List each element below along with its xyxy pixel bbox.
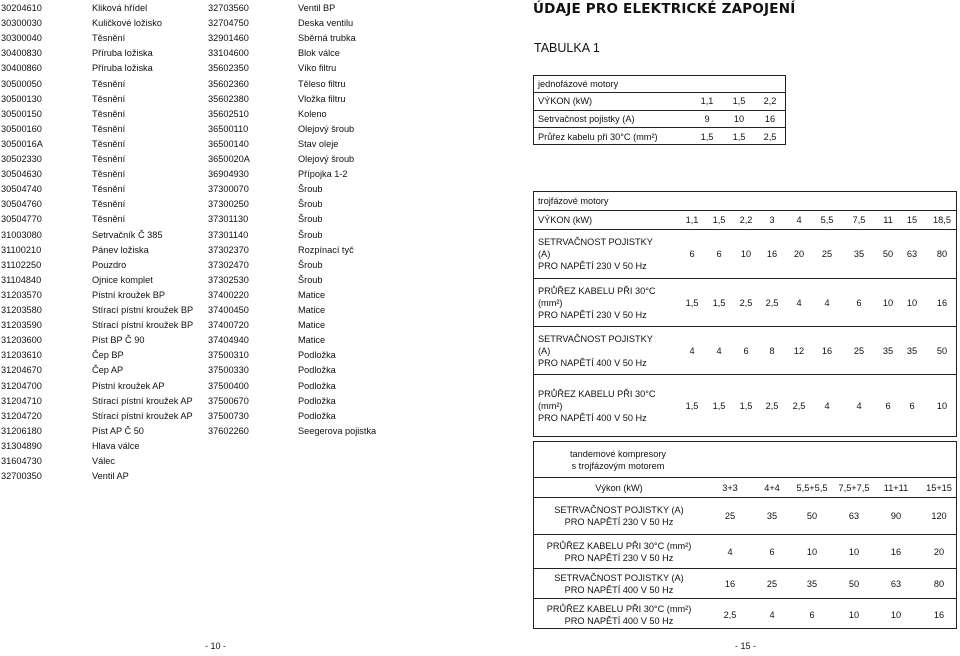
row-label bbox=[534, 599, 704, 630]
value-cell: 25 bbox=[766, 578, 778, 589]
part-name: Píst AP Č 50 bbox=[92, 425, 144, 436]
row-label bbox=[534, 498, 704, 534]
three-phase-row bbox=[534, 327, 956, 375]
tandem-title bbox=[534, 442, 702, 477]
value-cell: 16 bbox=[933, 609, 945, 620]
row-label-line: SETRVAČNOST POJISTKY bbox=[538, 333, 653, 344]
part-number: 3650020A bbox=[208, 154, 250, 164]
part-number: 31604730 bbox=[1, 456, 42, 466]
row-label-line: PRŮŘEZ KABELU PŘI 30°C (mm²) bbox=[546, 540, 692, 551]
part-number: 31204720 bbox=[1, 410, 42, 421]
value-cell: 10 bbox=[890, 609, 902, 620]
value-cell: 1,5 bbox=[685, 401, 699, 411]
row-label bbox=[538, 230, 653, 278]
value-cell: 35 bbox=[853, 249, 865, 259]
value-cell: 120 bbox=[931, 511, 947, 521]
part-number: 30400830 bbox=[1, 48, 42, 59]
part-number: 37302470 bbox=[208, 259, 249, 270]
row-label-line: (mm²) bbox=[538, 297, 563, 308]
row-label-line: Výkon (kW) bbox=[595, 482, 643, 493]
row-label-line: SETRVAČNOST POJISTKY (A) bbox=[554, 572, 684, 583]
value-cell: 11 bbox=[883, 215, 893, 225]
value-cell: 1,5 bbox=[712, 297, 726, 308]
row-label-line: PRO NAPĚTÍ 230 V 50 Hz bbox=[538, 309, 647, 320]
value-cell: 50 bbox=[806, 511, 818, 521]
value-cell: 9 bbox=[704, 113, 710, 124]
part-name: Olejový šroub bbox=[298, 123, 355, 134]
value-cell: 10 bbox=[740, 249, 752, 259]
value-cell: 50 bbox=[882, 249, 894, 259]
page-number-left: - 10 - bbox=[205, 641, 227, 651]
value-cell: 1,5 bbox=[685, 297, 699, 308]
row-label-line: PRO NAPĚTÍ 230 V 50 Hz bbox=[564, 517, 674, 527]
part-number: 31104840 bbox=[1, 274, 42, 285]
value-cell: 2,5 bbox=[765, 401, 779, 411]
part-number: 32700350 bbox=[1, 471, 42, 482]
value-cell: 16 bbox=[821, 345, 833, 356]
part-number: 31204700 bbox=[1, 380, 42, 391]
part-number: 31203570 bbox=[1, 289, 42, 300]
value-cell: 35 bbox=[906, 345, 918, 356]
value-cell: 16 bbox=[764, 113, 776, 124]
value-cell: 2,5 bbox=[763, 131, 777, 142]
value-cell: 35 bbox=[882, 345, 894, 356]
part-name: Těsnění bbox=[92, 108, 126, 119]
row-label: Setrvačnost pojistky (A) bbox=[538, 113, 635, 124]
row-label-line: PRO NAPĚTÍ 400 V 50 Hz bbox=[564, 615, 674, 626]
part-name: Ojnice komplet bbox=[92, 274, 153, 285]
part-number: 35602350 bbox=[208, 63, 249, 74]
three-phase-title: trojfázové motory bbox=[538, 196, 609, 206]
part-name: Šroub bbox=[298, 274, 323, 285]
value-cell: 15+15 bbox=[926, 482, 952, 493]
value-cell: 6 bbox=[909, 401, 915, 411]
value-cell: 25 bbox=[853, 345, 865, 356]
part-number: 37301140 bbox=[208, 229, 249, 240]
part-name: Vložka filtru bbox=[298, 93, 346, 104]
value-cell: 3 bbox=[769, 215, 775, 225]
tandem-row bbox=[534, 569, 956, 599]
page-heading: ÚDAJE PRO ELEKTRICKÉ ZAPOJENÍ bbox=[533, 1, 796, 17]
part-number: 31204710 bbox=[1, 395, 42, 406]
three-phase-table bbox=[533, 191, 957, 437]
part-name: Blok válce bbox=[298, 48, 340, 59]
part-number: 33104600 bbox=[208, 48, 249, 59]
part-number: 30400860 bbox=[1, 63, 42, 74]
value-cell: 7,5+7,5 bbox=[838, 482, 870, 493]
tandem-row bbox=[534, 535, 956, 569]
part-name: Matice bbox=[298, 289, 326, 300]
row-label-line: PRŮŘEZ KABELU PŘI 30°C bbox=[538, 389, 656, 399]
part-name: Podložka bbox=[298, 350, 336, 361]
value-cell: 5,5 bbox=[820, 215, 834, 225]
row-label-line: PRO NAPĚTÍ 230 V 50 Hz bbox=[538, 261, 647, 271]
part-name: Těsnění bbox=[92, 169, 126, 180]
part-number: 32704750 bbox=[208, 18, 249, 29]
value-cell: 90 bbox=[890, 511, 902, 521]
part-name: Olejový šroub bbox=[298, 154, 355, 164]
part-number: 30500130 bbox=[1, 93, 42, 104]
value-cell: 50 bbox=[848, 578, 860, 589]
part-name: Příruba ložiska bbox=[92, 63, 153, 74]
row-label-line: PRO NAPĚTÍ 400 V 50 Hz bbox=[538, 357, 647, 368]
row-label bbox=[538, 327, 653, 374]
part-name: Píst BP Č 90 bbox=[92, 335, 145, 346]
part-number: 3050016A bbox=[1, 138, 43, 149]
value-cell: 10 bbox=[848, 609, 860, 620]
value-cell: 25 bbox=[821, 249, 833, 259]
part-name: Deska ventilu bbox=[298, 18, 354, 29]
part-number: 30504630 bbox=[1, 169, 42, 180]
single-phase-row bbox=[534, 111, 785, 129]
table-title: TABULKA 1 bbox=[534, 41, 600, 55]
part-number: 30300030 bbox=[1, 18, 42, 29]
three-phase-row bbox=[534, 230, 956, 279]
part-number: 37302530 bbox=[208, 274, 249, 285]
value-cell: 1,5 bbox=[712, 401, 726, 411]
part-number: 31003080 bbox=[1, 229, 42, 240]
value-cell: 10 bbox=[733, 113, 745, 124]
tandem-table bbox=[533, 441, 957, 629]
part-number: 35602360 bbox=[208, 78, 249, 89]
value-cell: 2,5 bbox=[739, 297, 753, 308]
part-name: Rozpínací tyč bbox=[298, 244, 354, 255]
part-name: Pouzdro bbox=[92, 259, 127, 270]
part-name: Těsnění bbox=[92, 154, 126, 164]
part-name: Hlava válce bbox=[92, 440, 140, 451]
value-cell: 8 bbox=[769, 345, 775, 356]
tandem-title-row bbox=[534, 442, 956, 478]
tandem-row bbox=[534, 498, 956, 535]
value-cell: 2,2 bbox=[739, 215, 753, 225]
part-number: 37301130 bbox=[208, 214, 249, 225]
value-cell: 2,5 bbox=[765, 297, 779, 308]
tandem-row bbox=[534, 599, 956, 630]
part-number: 31100210 bbox=[1, 244, 42, 255]
part-number: 37500670 bbox=[208, 395, 249, 406]
three-phase-row bbox=[534, 375, 956, 437]
part-name: Podložka bbox=[298, 410, 336, 421]
part-name: Těsnění bbox=[92, 184, 126, 195]
row-label bbox=[538, 211, 592, 229]
part-number: 37500310 bbox=[208, 350, 249, 361]
value-cell: 16 bbox=[766, 249, 778, 259]
row-label-line: PRŮŘEZ KABELU PŘI 30°C (mm²) bbox=[546, 603, 692, 614]
part-number: 30500160 bbox=[1, 123, 42, 134]
part-number: 37300070 bbox=[208, 184, 249, 195]
part-number: 30300040 bbox=[1, 33, 42, 44]
part-name: Přípojka 1-2 bbox=[298, 169, 348, 180]
row-label: VÝKON (kW) bbox=[538, 96, 593, 107]
value-cell: 1,5 bbox=[732, 96, 746, 107]
part-number: 30502330 bbox=[1, 154, 42, 164]
row-label bbox=[534, 478, 704, 497]
row-label-line: PRO NAPĚTÍ 230 V 50 Hz bbox=[564, 552, 674, 563]
row-label bbox=[538, 279, 656, 326]
value-cell: 1,5 bbox=[700, 131, 714, 142]
value-cell: 16 bbox=[936, 297, 948, 308]
part-name: Seegerova pojistka bbox=[298, 425, 377, 436]
part-name: Ventil BP bbox=[298, 3, 336, 13]
value-cell: 6 bbox=[856, 297, 862, 308]
part-number: 37400220 bbox=[208, 289, 249, 300]
row-label bbox=[534, 535, 704, 568]
value-cell: 10 bbox=[936, 401, 948, 411]
value-cell: 1,1 bbox=[700, 96, 714, 107]
part-name: Šroub bbox=[298, 214, 323, 225]
part-name: Těsnění bbox=[92, 199, 126, 210]
value-cell: 6 bbox=[743, 345, 749, 356]
value-cell: 16 bbox=[890, 546, 902, 557]
single-phase-table bbox=[533, 75, 786, 145]
value-cell: 4 bbox=[716, 345, 722, 356]
value-cell: 7,5 bbox=[852, 215, 866, 225]
part-number: 31206180 bbox=[1, 425, 42, 436]
value-cell: 2,5 bbox=[723, 609, 737, 620]
value-cell: 6 bbox=[809, 609, 815, 620]
part-name: Sběrná trubka bbox=[298, 33, 356, 44]
part-number: 30204610 bbox=[1, 3, 42, 13]
part-name: Stírací pístní kroužek BP bbox=[92, 305, 194, 315]
part-name: Čep AP bbox=[92, 365, 124, 376]
part-name: Těsnění bbox=[92, 138, 126, 149]
part-name: Šroub bbox=[298, 184, 323, 195]
part-number: 30500050 bbox=[1, 78, 42, 89]
part-name: Podložka bbox=[298, 365, 336, 376]
value-cell: 1,5 bbox=[732, 131, 746, 142]
part-name: Ventil AP bbox=[92, 471, 129, 482]
value-cell: 10 bbox=[806, 546, 818, 557]
value-cell: 4 bbox=[727, 546, 733, 557]
part-number: 30504740 bbox=[1, 184, 42, 195]
three-phase-row bbox=[534, 211, 956, 230]
value-cell: 80 bbox=[933, 578, 945, 589]
part-name: Stírací pístní kroužek AP bbox=[92, 410, 193, 421]
part-name: Víko filtru bbox=[298, 63, 337, 74]
value-cell: 16 bbox=[724, 578, 736, 589]
part-name: Matice bbox=[298, 335, 326, 346]
value-cell: 35 bbox=[806, 578, 818, 589]
three-phase-title-row bbox=[534, 192, 956, 211]
part-number: 36500140 bbox=[208, 138, 249, 149]
value-cell: 35 bbox=[766, 511, 778, 521]
value-cell: 4 bbox=[796, 215, 802, 225]
value-cell: 1,5 bbox=[712, 215, 726, 225]
single-phase-row bbox=[534, 128, 785, 146]
part-number: 31102250 bbox=[1, 259, 42, 270]
value-cell: 4 bbox=[824, 401, 830, 411]
part-name: Stav oleje bbox=[298, 138, 339, 149]
value-cell: 11+11 bbox=[883, 482, 909, 493]
part-number: 32703560 bbox=[208, 3, 249, 13]
tandem-row bbox=[534, 478, 956, 498]
value-cell: 10 bbox=[882, 297, 894, 308]
value-cell: 6 bbox=[716, 249, 722, 259]
row-label: Průřez kabelu při 30°C (mm²) bbox=[538, 131, 658, 142]
part-number: 35602510 bbox=[208, 108, 249, 119]
part-number: 31204670 bbox=[1, 365, 42, 376]
part-name: Čep BP bbox=[92, 350, 124, 361]
part-number: 37404940 bbox=[208, 335, 249, 346]
row-label-line: PRO NAPĚTÍ 400 V 50 Hz bbox=[564, 584, 674, 595]
part-number: 30504770 bbox=[1, 214, 42, 225]
part-number: 37500730 bbox=[208, 410, 249, 421]
part-name: Setrvačník Č 385 bbox=[92, 229, 163, 240]
value-cell: 10 bbox=[848, 546, 860, 557]
single-phase-title-row bbox=[534, 76, 785, 93]
value-cell: 3+3 bbox=[722, 482, 738, 493]
part-name: Stírací pístní kroužek BP bbox=[92, 320, 194, 331]
part-name: Těsnění bbox=[92, 78, 126, 89]
part-number: 31203600 bbox=[1, 335, 42, 346]
value-cell: 12 bbox=[793, 345, 805, 356]
value-cell: 2,5 bbox=[792, 401, 806, 411]
row-label-line: (A) bbox=[538, 345, 551, 356]
value-cell: 18,5 bbox=[933, 215, 951, 225]
tandem-title-line: tandemové kompresory bbox=[569, 448, 666, 459]
value-cell: 25 bbox=[724, 511, 736, 521]
tandem-title-line: s trojfázovým motorem bbox=[571, 460, 665, 471]
part-name: Pístní kroužek AP bbox=[92, 380, 165, 391]
part-name: Matice bbox=[298, 320, 326, 331]
page-number-right: - 15 - bbox=[735, 641, 757, 651]
part-name: Těleso filtru bbox=[298, 78, 346, 89]
part-number: 30504760 bbox=[1, 199, 42, 210]
value-cell: 20 bbox=[933, 546, 945, 557]
row-label-line: VÝKON (kW) bbox=[538, 215, 593, 225]
part-number: 31304890 bbox=[1, 440, 42, 451]
value-cell: 10 bbox=[906, 297, 918, 308]
part-name: Podložka bbox=[298, 395, 336, 406]
value-cell: 6 bbox=[885, 401, 891, 411]
value-cell: 20 bbox=[793, 249, 805, 259]
part-name: Šroub bbox=[298, 229, 323, 240]
part-name: Podložka bbox=[298, 380, 336, 391]
part-number: 36500110 bbox=[208, 123, 249, 134]
row-label-line: PRO NAPĚTÍ 400 V 50 Hz bbox=[538, 413, 647, 423]
single-phase-title: jednofázové motory bbox=[538, 79, 619, 89]
part-number: 37300250 bbox=[208, 199, 249, 210]
part-name: Šroub bbox=[298, 259, 323, 270]
part-number: 37500400 bbox=[208, 380, 249, 391]
part-number: 36904930 bbox=[208, 169, 249, 180]
value-cell: 63 bbox=[848, 511, 860, 521]
part-number: 35602380 bbox=[208, 93, 249, 104]
value-cell: 4 bbox=[769, 609, 775, 620]
part-number: 37302370 bbox=[208, 244, 249, 255]
part-name: Válec bbox=[92, 456, 115, 466]
part-number: 31203610 bbox=[1, 350, 42, 361]
row-label-line: SETRVAČNOST POJISTKY bbox=[538, 237, 653, 247]
value-cell: 1,5 bbox=[739, 401, 753, 411]
value-cell: 80 bbox=[936, 249, 948, 259]
value-cell: 4+4 bbox=[764, 482, 780, 493]
value-cell: 63 bbox=[890, 578, 902, 589]
value-cell: 2,2 bbox=[763, 96, 777, 107]
value-cell: 5,5+5,5 bbox=[796, 482, 828, 493]
value-cell: 4 bbox=[689, 345, 695, 356]
part-name: Těsnění bbox=[92, 93, 126, 104]
value-cell: 4 bbox=[856, 401, 862, 411]
row-label-line: SETRVAČNOST POJISTKY (A) bbox=[554, 505, 684, 515]
part-number: 37400720 bbox=[208, 320, 249, 331]
value-cell: 63 bbox=[906, 249, 918, 259]
value-cell: 1,1 bbox=[685, 215, 699, 225]
part-name: Těsnění bbox=[92, 33, 126, 44]
part-name: Matice bbox=[298, 305, 326, 315]
three-phase-row bbox=[534, 279, 956, 327]
part-name: Příruba ložiska bbox=[92, 48, 153, 59]
part-number: 37500330 bbox=[208, 365, 249, 376]
part-name: Kuličkové ložisko bbox=[92, 18, 162, 29]
part-number: 37400450 bbox=[208, 305, 249, 315]
single-phase-row bbox=[534, 93, 785, 111]
part-name: Koleno bbox=[298, 108, 327, 119]
value-cell: 50 bbox=[936, 345, 948, 356]
row-label bbox=[538, 375, 656, 437]
row-label-line: (mm²) bbox=[538, 401, 563, 411]
value-cell: 6 bbox=[769, 546, 775, 557]
part-name: Šroub bbox=[298, 199, 323, 210]
row-label bbox=[534, 569, 704, 598]
part-number: 37602260 bbox=[208, 425, 249, 436]
row-label-line: PRŮŘEZ KABELU PŘI 30°C bbox=[538, 285, 656, 296]
part-name: Pístní kroužek BP bbox=[92, 289, 166, 300]
part-number: 31203590 bbox=[1, 320, 42, 331]
part-number: 31203580 bbox=[1, 305, 42, 315]
part-name: Pánev ložiska bbox=[92, 244, 149, 255]
part-number: 32901460 bbox=[208, 33, 249, 44]
part-name: Těsnění bbox=[92, 214, 126, 225]
row-label-line: (A) bbox=[538, 249, 551, 259]
value-cell: 4 bbox=[824, 297, 830, 308]
value-cell: 6 bbox=[689, 249, 695, 259]
value-cell: 15 bbox=[906, 215, 918, 225]
value-cell: 4 bbox=[796, 297, 802, 308]
part-number: 30500150 bbox=[1, 108, 42, 119]
part-name: Kliková hřídel bbox=[92, 3, 148, 13]
part-name: Těsnění bbox=[92, 123, 126, 134]
part-name: Stírací pístní kroužek AP bbox=[92, 395, 193, 406]
